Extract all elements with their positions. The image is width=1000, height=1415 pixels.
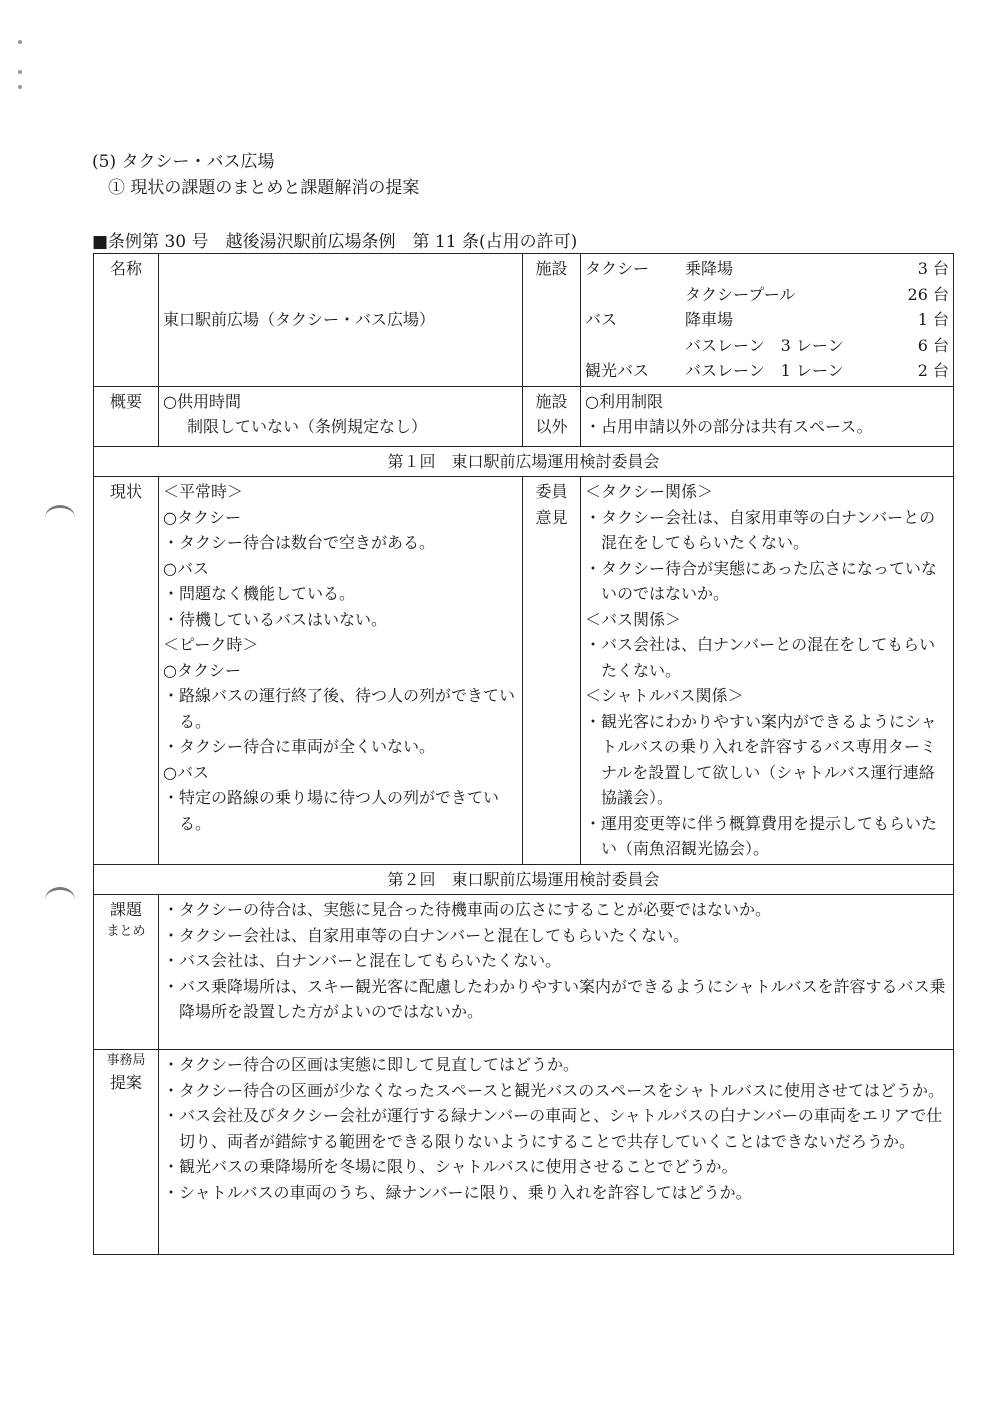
scan-mark (18, 85, 22, 89)
overview-row (94, 386, 954, 446)
section-subtitle: ① 現状の課題のまとめと課題解消の提案 (108, 178, 420, 198)
overview-label: 概要 (94, 386, 159, 446)
scan-mark (18, 70, 22, 74)
facility-row: タクシープール 26 台 (685, 284, 949, 304)
facility-label: 施設 (523, 254, 581, 387)
scan-mark (18, 40, 22, 44)
proposal-row (94, 1050, 954, 1255)
proposal-content: ・タクシー待合の区画は実態に即して見直してはどうか。 ・タクシー待合の区画が少なくなったスペースと観光バスのスペースをシャトルバスに使用させてはどうか。 ・バス会社及びタクシー会社が運行する緑ナンバーの車両と、シャトルバスの白ナンバーの車両をエリアで仕切り、両者が錯綜する範囲をできる限りないようにすることで共存していくことはできないだろうか。 ・観光バスの乗降場所を冬場に限り、シャトルバスに使用させることでどうか。 ・シャトルバスの車両のうち、緑ナンバーに限り、乗り入れを許容してはどうか。 (159, 1050, 954, 1255)
meeting2-header-row (94, 864, 954, 895)
facility-row: タクシー 乗降場 3 台 (585, 259, 949, 278)
issues-label: 課題 まとめ (94, 895, 159, 1050)
name-value: 東口駅前広場（タクシー・バス広場） (159, 254, 523, 387)
issues-content: ・タクシーの待合は、実態に見合った待機車両の広さにすることが必要ではないか。 ・タクシー会社は、自家用車等の白ナンバーと混在してもらいたくない。 ・バス会社は、白ナンバーと混在してもらいたくない。 ・バス乗降場所は、スキー観光客に配慮したわかりやすい案内ができるようにシャトルバスを許容するバス乗降場所を設置した方がよいのではないか。 (159, 895, 954, 1050)
meeting2-title: 第２回 東口駅前広場運用検討委員会 (94, 864, 954, 895)
facility-row: バスレーン 3 レーン 6 台 (685, 335, 949, 355)
issues-row (94, 895, 954, 1050)
law-reference: ■条例第 30 号 越後湯沢駅前広場条例 第 11 条(占用の許可) (92, 232, 578, 252)
facility-list (581, 254, 954, 387)
non-facility-content: ○利用制限 ・占用申請以外の部分は共有スペース。 (581, 386, 954, 446)
facility-table (93, 253, 954, 1255)
punch-hole (45, 887, 75, 912)
non-facility-label: 施設 以外 (523, 386, 581, 446)
status-content: ＜平常時＞ ○タクシー ・タクシー待合は数台で空きがある。 ○バス ・問題なく機能している。 ・待機しているバスはいない。 ＜ピーク時＞ ○タクシー ・路線バスの運行終了後、待つ人の列ができている。 ・タクシー待合に車両が全くいない。 ○バス ・特定の路線の乗り場に待つ人の列ができている。 (159, 477, 523, 865)
punch-hole (45, 505, 75, 530)
facility-row: バス 降車場 1 台 (585, 310, 949, 329)
section-title: (5) タクシー・バス広場 (92, 152, 275, 172)
overview-content: ○供用時間 制限していない（条例規定なし） (159, 386, 523, 446)
facility-row: 観光バス バスレーン 1 レーン 2 台 (585, 361, 949, 380)
name-row (94, 254, 954, 387)
status-label: 現状 (94, 477, 159, 865)
committee-opinion-content: ＜タクシー関係＞ ・タクシー会社は、自家用車等の白ナンバーとの混在をしてもらいたくない。 ・タクシー待合が実態にあった広さになっていないのではないか。 ＜バス関係＞ ・バス会社は、白ナンバーとの混在をしてもらいたくない。 ＜シャトルバス関係＞ ・観光客にわかりやすい案内ができるようにシャトルバスの乗り入れを許容するバス専用ターミナルを設置して欲しい（シャトルバス運行連絡協議会）。 ・運用変更等に伴う概算費用を提示してもらいたい（南魚沼観光協会）。 (581, 477, 954, 865)
meeting1-title: 第１回 東口駅前広場運用検討委員会 (94, 446, 954, 477)
committee-opinion-label: 委員 意見 (523, 477, 581, 865)
name-label: 名称 (94, 254, 159, 387)
meeting1-header-row (94, 446, 954, 477)
proposal-label: 事務局 提案 (94, 1050, 159, 1255)
meeting1-row (94, 477, 954, 865)
